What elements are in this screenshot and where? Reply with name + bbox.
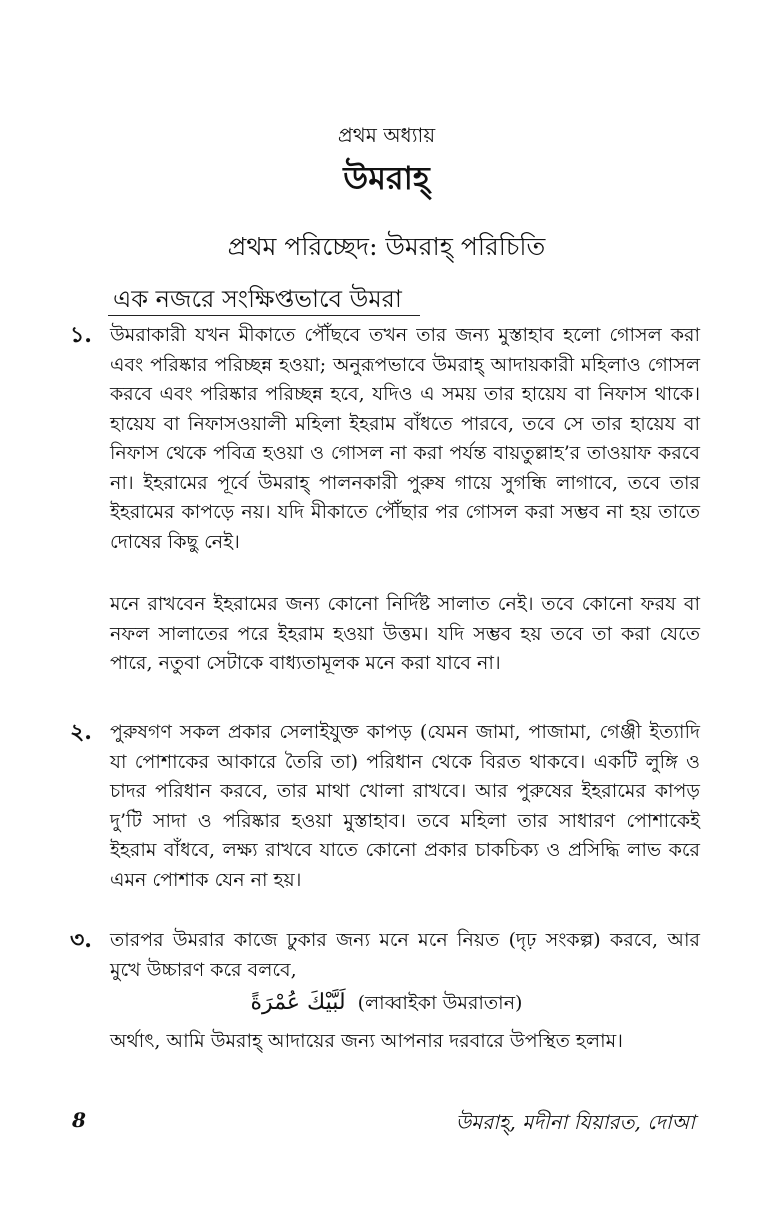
talbiyah-line: [0, 988, 773, 1018]
running-footer-title: উমরাহ্‌, মদীনা যিয়ারত, দোআ: [455, 1110, 695, 1134]
chapter-label: প্রথম অধ্যায়: [337, 123, 436, 147]
transliteration: (লাব্বাইকা উমরাতান): [357, 992, 523, 1014]
item-number-1: ১.: [70, 322, 92, 348]
item-meaning-3: অর্থাৎ, আমি উমরাহ্‌ আদায়ের জন্য আপনার দরবারে উপস্থিত হলাম।: [110, 1030, 623, 1052]
section-heading: প্রথম পরিচ্ছেদ: উমরাহ্‌ পরিচিতি: [227, 232, 546, 261]
item-text-1: উমরাকারী যখন মীকাতে পৌঁছবে তখন তার জন্য মুস্তাহাব হলো গোসল করা এবং পরিষ্কার পরিচ্ছন্ন হওয়া; অনুরূপভাবে উমরাহ্‌ আদায়কারী মহিলাও গোসল করবে এবং পরিষ্কার পরিচ্ছন্ন হবে, যদিও এ সময় তার হায়েয বা নিফাস থাকে। হায়েয বা নিফাসওয়ালী মহিলা ইহরাম বাঁধতে পারবে, তবে সে তার হায়েয বা নিফাস থেকে পবিত্র হওয়া ও গোসল না করা পর্যন্ত বায়তুল্লাহ’র তাওয়াফ করবে না। ইহরামের পূর্বে উমরাহ্‌ পালনকারী পুরুষ গায়ে সুগন্ধি লাগাবে, তবে তার ইহরামের কাপড়ে নয়। যদি মীকাতে পৌঁছার পর গোসল করা সম্ভব না হয় তাতে দোষের কিছু নেই।: [110, 324, 700, 553]
item-note-1: মনে রাখবেন ইহরামের জন্য কোনো নির্দিষ্ট সালাত নেই। তবে কোনো ফরয বা নফল সালাতের পরে ইহরাম হওয়া উত্তম। যদি সম্ভব হয় তবে তা করা যেতে পারে, নতুবা সেটাকে বাধ্যতামূলক মনে করা যাবে না।: [110, 593, 700, 674]
item-number-3: ৩.: [70, 927, 92, 953]
item-text-3: তারপর উমরার কাজে ঢুকার জন্য মনে মনে নিয়ত (দৃঢ় সংকল্প) করবে, আর মুখে উচ্চারণ করে বলবে,: [110, 929, 700, 981]
item-text-2: পুরুষগণ সকল প্রকার সেলাইযুক্ত কাপড় (যেমন জামা, পাজামা, গেঞ্জী ইত্যাদি যা পোশাকের আকারে তৈরি তা) পরিধান থেকে বিরত থাকবে। একটি লুঙ্গি ও চাদর পরিধান করবে, তার মাথা খোলা রাখবে। আর পুরুষের ইহরামের কাপড় দু’টি সাদা ও পরিষ্কার হওয়া মুস্তাহাব। তবে মহিলা তার সাধারণ পোশাকেই ইহরাম বাঁধবে, লক্ষ্য রাখবে যাতে কোনো প্রকার চাকচিক্য ও প্রসিদ্ধি লাভ করে এমন পোশাক যেন না হয়।: [110, 721, 700, 891]
page-title: উমরাহ্‌: [343, 159, 430, 197]
arabic-phrase: لَبَّيْكَ عُمْرَةً: [250, 990, 346, 1015]
subsection-underline: [108, 315, 420, 316]
page-number: 8: [72, 1108, 86, 1132]
subsection-heading: এক নজরে সংক্ষিপ্তভাবে উমরা: [113, 285, 402, 313]
item-number-2: ২.: [70, 719, 92, 745]
